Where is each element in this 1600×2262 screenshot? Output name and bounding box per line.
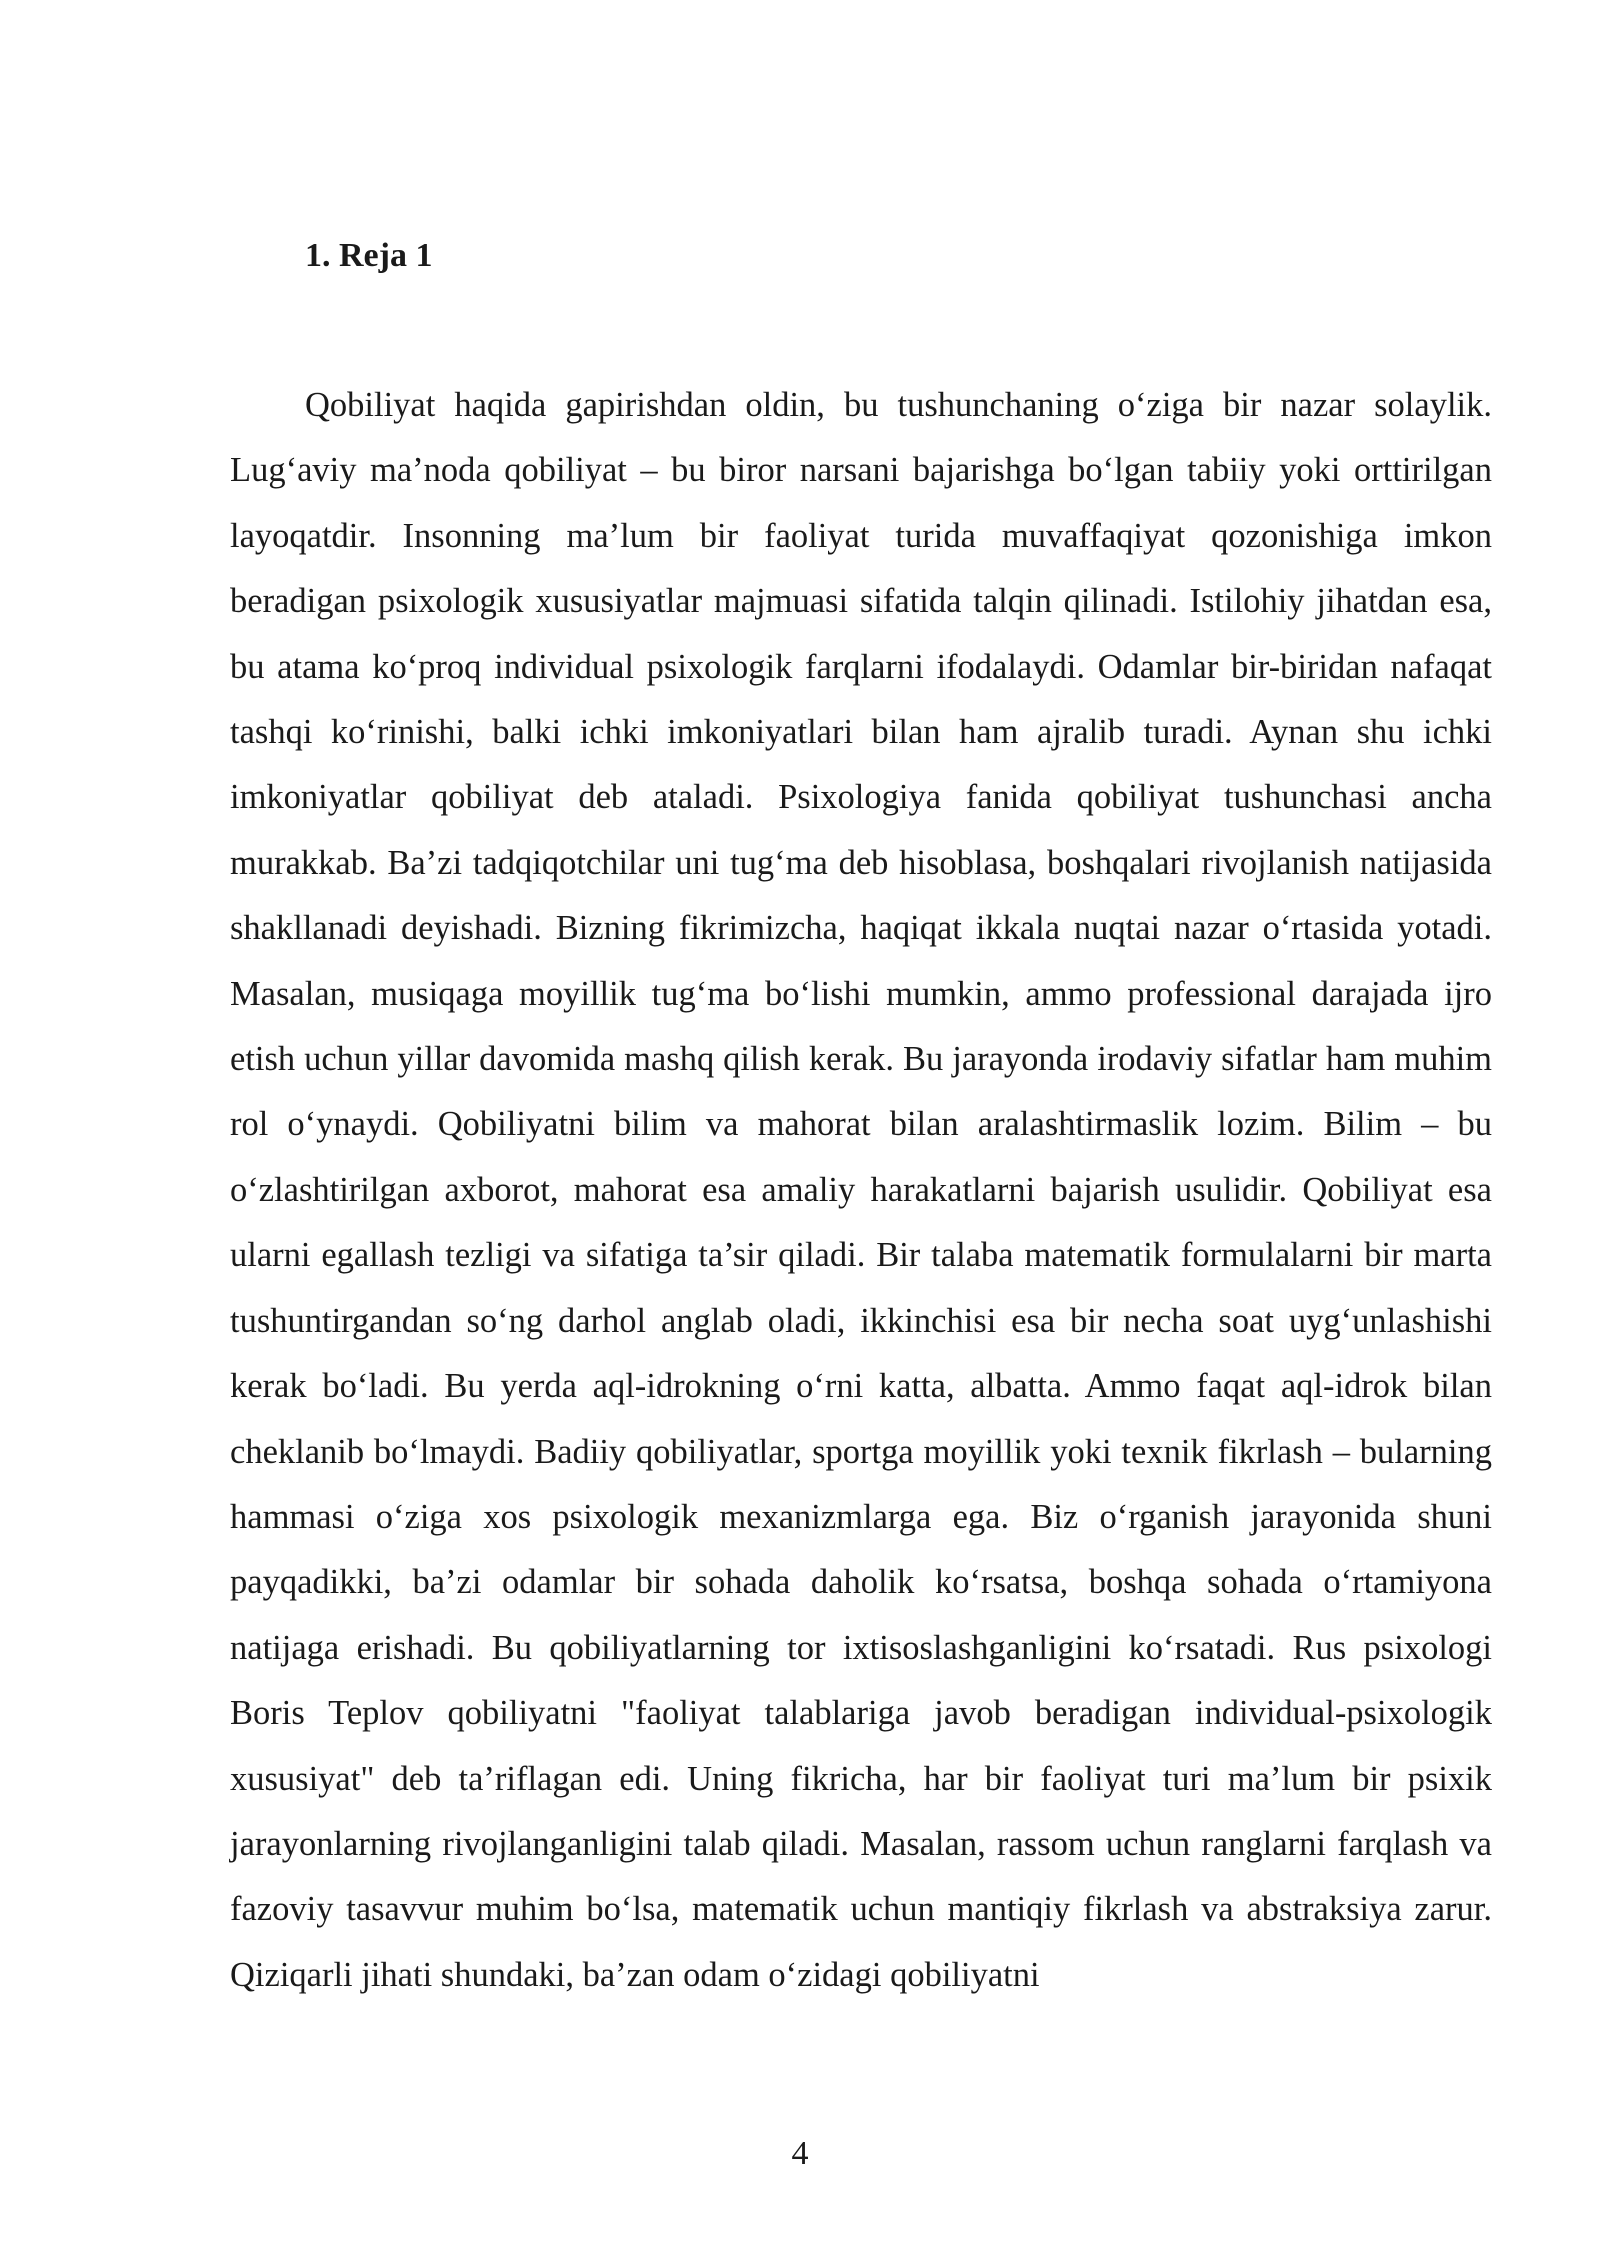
page-number: 4 [791,2135,809,2172]
section-heading: 1. Reja 1 [305,237,433,274]
body-paragraph: Qobiliyat haqida gapirishdan oldin, bu tushunchaning o‘ziga bir nazar solaylik. Lug‘aviy ma’noda qobiliyat – bu biror narsani bajarishga bo‘lgan tabiiy yoki orttirilgan layoqatdir. Insonning ma’lum bir faoliyat turida muvaffaqiyat qozonishiga imkon beradigan psixologik xususiyatlar majmuasi sifatida talqin qilinadi. Istilohiy jihatdan esa, bu atama ko‘proq individual psixologik farqlarni ifodalaydi. Odamlar bir-biridan nafaqat tashqi ko‘rinishi, balki ichki imkoniyatlari bilan ham ajralib turadi. Aynan shu ichki imkoniyatlar qobiliyat deb ataladi. Psixologiya fanida qobiliyat tushunchasi ancha murakkab. Ba’zi tadqiqotchilar uni tug‘ma deb hisoblasa, boshqalari rivojlanish natijasida shakllanadi deyishadi. Bizning fikrimizcha, haqiqat ikkala nuqtai nazar o‘rtasida yotadi. Masalan, musiqaga moyillik tug‘ma bo‘lishi mumkin, ammo professional darajada ijro etish uchun yillar davomida mashq qilish kerak. Bu jarayonda irodaviy sifatlar ham muhim rol o‘ynaydi. Qobiliyatni bilim va mahorat bilan aralashtirmaslik lozim. Bilim – bu o‘zlashtirilgan axborot, mahorat esa amaliy harakatlarni bajarish usulidir. Qobiliyat esa ularni egallash tezligi va sifatiga ta’sir qiladi. Bir talaba matematik formulalarni bir marta tushuntirgandan so‘ng darhol anglab oladi, ikkinchisi esa bir necha soat uyg‘unlashishi kerak bo‘ladi. Bu yerda aql-idrokning o‘rni katta, albatta. Ammo faqat aql-idrok bilan cheklanib bo‘lmaydi. Badiiy qobiliyatlar, sportga moyillik yoki texnik fikrlash – bularning hammasi o‘ziga xos psixologik mexanizmlarga ega. Biz o‘rganish jarayonida shuni payqadikki, ba’zi odamlar bir sohada daholik ko‘rsatsa, boshqa sohada o‘rtamiyona natijaga erishadi. Bu qobiliyatlarning tor ixtisoslashganligini ko‘rsatadi. Rus psixologi Boris Teplov qobiliyatni "faoliyat talablariga javob beradigan individual-psixologik xususiyat" deb ta’riflagan edi. Uning fikricha, har bir faoliyat turi ma’lum bir psixik jarayonlarning rivojlanganligini talab qiladi. Masalan, rassom uchun ranglarni farqlash va fazoviy tasavvur muhim bo‘lsa, matematik uchun mantiqiy fikrlash va abstraksiya zarur. Qiziqarli jihati shundaki, ba’zan odam o‘zidagi qobiliyatni [230,386,1492,1994]
